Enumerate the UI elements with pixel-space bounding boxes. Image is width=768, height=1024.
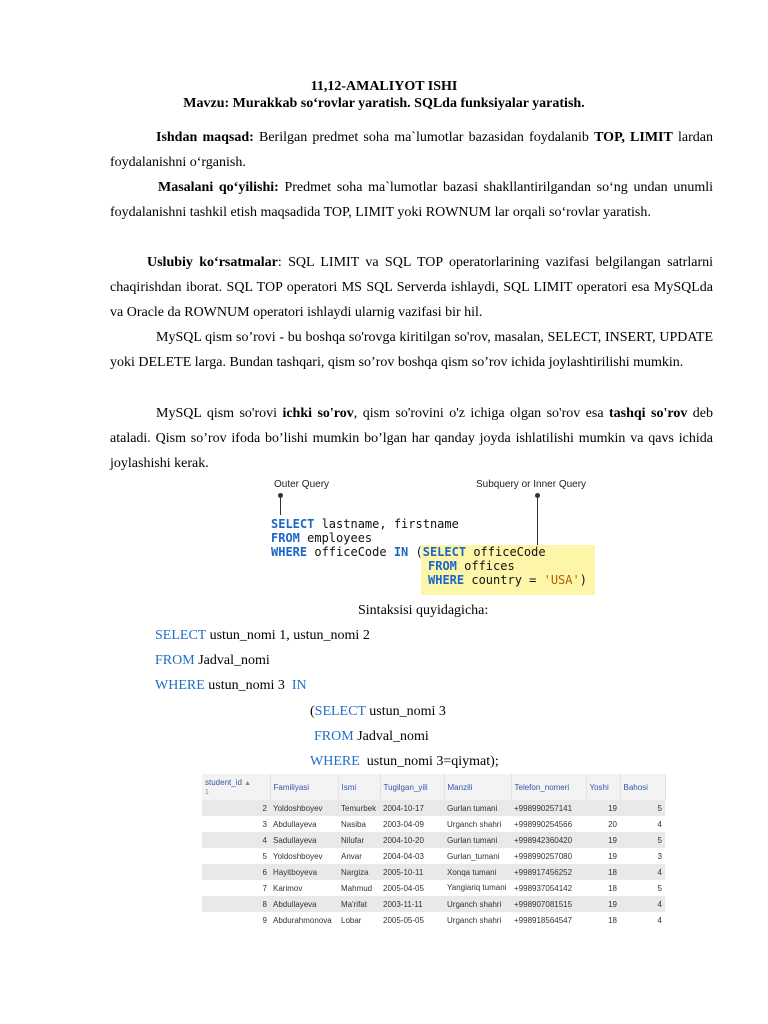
document-subtitle: Mavzu: Murakkab so‘rovlar yaratish. SQLda funksiyalar yaratish. — [183, 96, 585, 111]
table-cell: 4 — [620, 912, 665, 928]
table-cell: Karimov — [270, 880, 338, 896]
table-cell: 5 — [620, 880, 665, 896]
table-header-row — [202, 774, 665, 800]
table-cell: Hayitboyeva — [270, 864, 338, 880]
code-line-5: WHERE country = 'USA') — [428, 573, 587, 587]
table-cell: 4 — [620, 816, 665, 832]
table-row[interactable] — [202, 832, 665, 848]
column-header-manzili[interactable]: Manzili — [444, 774, 511, 800]
paragraph-purpose: Ishdan maqsad: Berilgan predmet soha ma`lumotlar bazasidan foydalanib TOP, LIMIT lardan foydalanishni o‘rganish. — [110, 130, 713, 170]
table-cell: Urganch shahri — [444, 896, 511, 912]
syntax-line-1: SELECT ustun_nomi 1, ustun_nomi 2 — [155, 628, 370, 643]
table-cell: 5 — [620, 832, 665, 848]
table-cell: 9 — [202, 912, 270, 928]
table-cell: 3 — [202, 816, 270, 832]
table-cell: +998907081515 — [511, 896, 586, 912]
syntax-heading: Sintaksisi quyidagicha: — [358, 603, 489, 618]
syntax-line-3: WHERE ustun_nomi 3 IN — [155, 678, 307, 693]
table-cell: Yangiariq tumani — [444, 880, 511, 896]
table-cell: 2003-11-11 — [380, 896, 444, 912]
syntax-line-4: (SELECT ustun_nomi 3 — [310, 704, 446, 719]
table-row[interactable] — [202, 848, 665, 864]
table-cell: 2003-04-09 — [380, 816, 444, 832]
column-header-student-id[interactable]: student_id ▲ 1 — [202, 774, 270, 800]
table-row[interactable] — [202, 816, 665, 832]
table-cell: 19 — [586, 896, 620, 912]
table-cell: Gurlan tumani — [444, 800, 511, 816]
table-cell: Abdullayeva — [270, 896, 338, 912]
paragraph-inner-outer: MySQL qism so'rovi ichki so'rov, qism so'rovini o'z ichiga olgan so'rov esa tashqi so'rov deb ataladi. Qism so’rov ifoda bo’lishi mumkin bo’lgan har qanday joyda ishlatilishi mumkin va qavs ichida joylashishi kerak. — [110, 406, 713, 471]
inner-query-label: Subquery or Inner Query — [476, 479, 587, 490]
syntax-line-5: FROM Jadval_nomi — [314, 729, 429, 744]
table-cell: Xonqa tumani — [444, 864, 511, 880]
code-line-2: FROM employees — [271, 531, 373, 545]
column-header-familiyasi[interactable]: Familiyasi — [270, 774, 338, 800]
table-row[interactable] — [202, 880, 665, 896]
table-cell: 19 — [586, 800, 620, 816]
table-cell: 2004-04-03 — [380, 848, 444, 864]
inner-pointer-line — [537, 495, 538, 545]
table-cell: 8 — [202, 896, 270, 912]
table-cell: Yoldoshboyev — [270, 800, 338, 816]
table-cell: Gurlan_tumani — [444, 848, 511, 864]
table-cell: 4 — [202, 832, 270, 848]
guidelines-label: Uslubiy ko‘rsatmalar — [147, 255, 278, 270]
table-cell: +998918564547 — [511, 912, 586, 928]
table-cell: 5 — [202, 848, 270, 864]
table-cell: 2005-10-11 — [380, 864, 444, 880]
table-cell: Nilufar — [338, 832, 380, 848]
column-header-ismi[interactable]: Ismi — [338, 774, 380, 800]
table-cell: Nargiza — [338, 864, 380, 880]
column-header-telefon-nomeri[interactable]: Telefon_nomeri — [511, 774, 586, 800]
table-cell: Gurlan tumani — [444, 832, 511, 848]
table-cell: +998917456252 — [511, 864, 586, 880]
table-cell: Ma'rifat — [338, 896, 380, 912]
document-title: 11,12-AMALIYOT ISHI — [310, 79, 458, 94]
table-cell: Urganch shahri — [444, 816, 511, 832]
column-header-tugilgan-yili[interactable]: Tugilgan_yili — [380, 774, 444, 800]
table-cell: 18 — [586, 864, 620, 880]
column-header-bahosi[interactable]: Bahosi — [620, 774, 665, 800]
code-line-1: SELECT lastname, firstname — [271, 517, 459, 531]
table-cell: +998937054142 — [511, 880, 586, 896]
table-cell: 19 — [586, 832, 620, 848]
table-cell: 20 — [586, 816, 620, 832]
students-table — [202, 774, 665, 928]
table-cell: 2005-05-05 — [380, 912, 444, 928]
paragraph-task: Masalani qo‘yilishi: Predmet soha ma`lumotlar bazasi shakllantirilgandan so‘ng undan unumli foydalanishni tashkil etish maqsadida TOP, LIMIT yoki ROWNUM lar orqali so‘rovlar yaratish. — [110, 180, 713, 220]
table-row[interactable] — [202, 896, 665, 912]
table-cell: 6 — [202, 864, 270, 880]
paragraph-guidelines: Uslubiy ko‘rsatmalar: SQL LIMIT va SQL TOP operatorlarining vazifasi belgilangan satrlarni chaqirishdan iborat. SQL TOP operatori MS SQL Serverda ishlaydi, SQL LIMIT operatori esa MySQLda va Oracle da ROWNUM operatori ishlaydi ularnig vazifasi bir hil. — [110, 255, 713, 320]
table-cell: Yoldoshboyev — [270, 848, 338, 864]
outer-query-label: Outer Query — [274, 479, 330, 490]
code-line-4: FROM offices — [428, 559, 515, 573]
table-cell: 2005-04-05 — [380, 880, 444, 896]
purpose-label: Ishdan maqsad: — [156, 130, 254, 145]
table-cell: Sadullayeva — [270, 832, 338, 848]
table-cell: 18 — [586, 912, 620, 928]
table-cell: 3 — [620, 848, 665, 864]
code-line-3: WHERE officeCode IN (SELECT officeCode — [271, 545, 546, 559]
outer-pointer-line — [280, 495, 281, 515]
table-cell: 19 — [586, 848, 620, 864]
column-header-yoshi[interactable]: Yoshi — [586, 774, 620, 800]
table-cell: Temurbek — [338, 800, 380, 816]
table-cell: Abdurahmonova — [270, 912, 338, 928]
paragraph-subquery-definition: MySQL qism so’rovi - bu boshqa so'rovga kiritilgan so'rov, masalan, SELECT, INSERT, UPDATE yoki DELETE larga. Bundan tashqari, qism so’rov boshqa qism so’rov ichida joylashtirilishi mumkin. — [110, 330, 713, 370]
table-cell: 18 — [586, 880, 620, 896]
table-cell: Urganch shahri — [444, 912, 511, 928]
table-cell: 2004-10-20 — [380, 832, 444, 848]
table-row[interactable] — [202, 912, 665, 928]
table-cell: 2004-10-17 — [380, 800, 444, 816]
table-cell: +998942360420 — [511, 832, 586, 848]
task-label: Masalani qo‘yilishi: — [158, 180, 279, 195]
table-cell: Anvar — [338, 848, 380, 864]
table-row[interactable] — [202, 800, 665, 816]
table-cell: +998990254566 — [511, 816, 586, 832]
table-cell: 2 — [202, 800, 270, 816]
table-cell: Abdullayeva — [270, 816, 338, 832]
table-cell: Nasiba — [338, 816, 380, 832]
sort-asc-icon: ▲ — [244, 780, 252, 787]
table-cell: Mahmud — [338, 880, 380, 896]
syntax-line-6: WHERE ustun_nomi 3=qiymat); — [310, 754, 499, 769]
table-cell: Lobar — [338, 912, 380, 928]
subquery-figure — [268, 476, 608, 600]
table-cell: +998990257141 — [511, 800, 586, 816]
table-cell: 5 — [620, 800, 665, 816]
table-cell: 7 — [202, 880, 270, 896]
table-cell: +998990257080 — [511, 848, 586, 864]
table-cell: 4 — [620, 896, 665, 912]
syntax-line-2: FROM Jadval_nomi — [155, 653, 270, 668]
table-row[interactable] — [202, 864, 665, 880]
table-cell: 4 — [620, 864, 665, 880]
